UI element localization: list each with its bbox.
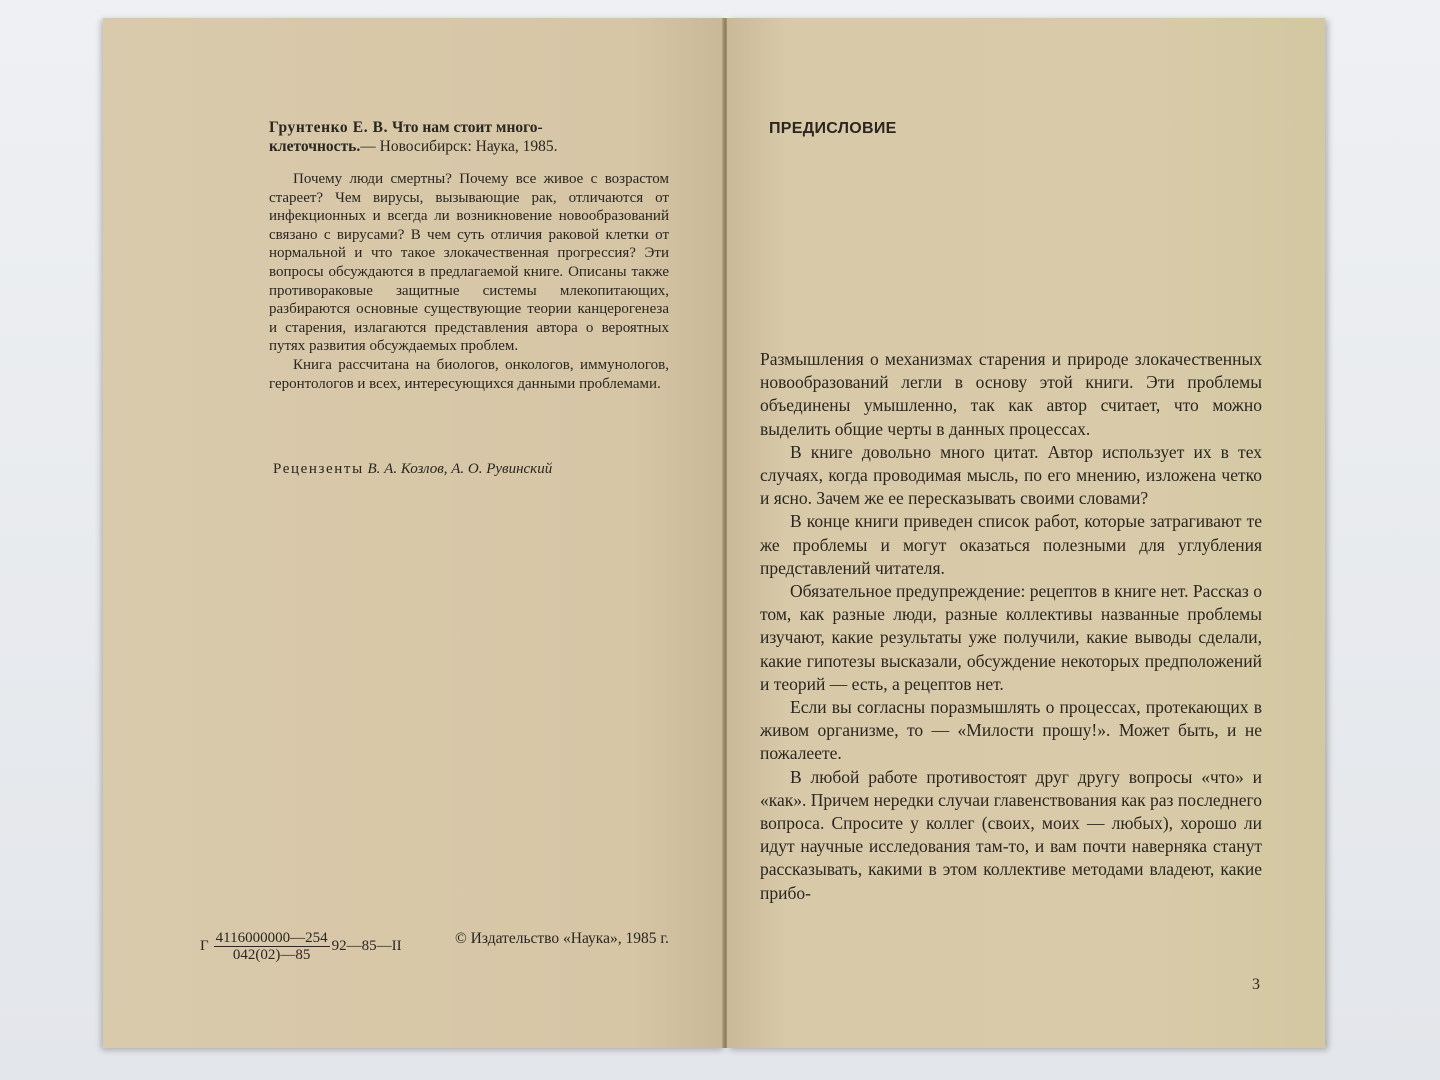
preface-body bbox=[760, 348, 1262, 905]
preface-paragraph: В книге довольно много цитат. Автор использует их в тех случаях, когда проводимая мысль, по его мнению, изложена четко и ясно. Зачем же ее пересказывать своими словами? bbox=[760, 441, 1262, 509]
reviewers-names: В. А. Козлов, А. О. Рувинский bbox=[367, 461, 553, 477]
index-fraction bbox=[214, 930, 330, 963]
bibliographic-entry bbox=[269, 118, 669, 156]
abstract-paragraph: Книга рассчитана на биологов, онкологов, иммунологов, геронтологов и всех, интересующихся данными проблемами. bbox=[269, 356, 669, 392]
biblio-imprint: — Новосибирск: Наука, 1985. bbox=[360, 138, 558, 155]
preface-paragraph: Размышления о механизмах старения и природе злокачественных новообразований легли в основу этой книги. Эти проблемы объединены умышленно, так как автор считает, что можно выделить общие черты в данных процессах. bbox=[760, 349, 1262, 439]
abstract bbox=[269, 170, 669, 393]
reviewers-label: Рецензенты bbox=[273, 461, 364, 477]
preface-paragraph: Если вы согласны поразмышлять о процессах, протекающих в живом организме, то — «Милости прошу!». Может быть, и не пожалеете. bbox=[760, 697, 1262, 764]
abstract-paragraph: Почему люди смертны? Почему все живое с возрастом стареет? Чем вирусы, вызывающие рак, отличаются от инфекционных и всегда ли возникновение новообразований связано с вирусами? В чем суть отличия раковой клетки от нормальной и что такое злокачественная прогрессия? Эти вопросы обсуждаются в предлагаемой книге. Описаны также противораковые защитные системы млекопитающих, разбираются основные существующие теории канцерогенеза и старения, излагаются представления автора о вероятных путях развития обсуждаемых проблем. bbox=[269, 171, 669, 355]
index-numerator: 4116000000—254 bbox=[215, 930, 328, 946]
preface-paragraph: В конце книги приведен список работ, которые затрагивают те же проблемы и могут оказаться полезными для углубления представлений читателя. bbox=[760, 511, 1262, 578]
index-suffix: 92—85—II bbox=[331, 938, 402, 954]
publication-index bbox=[200, 930, 402, 963]
section-heading: ПРЕДИСЛОВИЕ bbox=[769, 120, 897, 137]
biblio-author: Грунтенко Е. В. bbox=[269, 119, 389, 136]
reviewers-line bbox=[273, 461, 693, 478]
copyright-notice: © Издательство «Наука», 1985 г. bbox=[455, 930, 669, 947]
page-number: 3 bbox=[1252, 976, 1260, 993]
biblio-title: Что нам стоит много- bbox=[391, 119, 543, 136]
right-page bbox=[727, 18, 1325, 1048]
preface-paragraph: Обязательное предупреждение: рецептов в книге нет. Рассказ о том, как разные люди, разные коллективы названные проблемы изучают, какие результаты уже получили, какие выводы сделали, какие гипотезы высказали, обсуждение некоторых предположений и теорий — есть, а рецептов нет. bbox=[760, 581, 1262, 694]
biblio-title-continued: клеточность. bbox=[269, 138, 361, 155]
index-denominator: 042(02)—85 bbox=[232, 947, 311, 963]
index-letter: Г bbox=[200, 938, 209, 954]
preface-paragraph: В любой работе противостоят друг другу вопросы «что» и «как». Причем нередки случаи главенствования как раз последнего вопроса. Спросите у коллег (своих, моих — любых), хорошо ли идут научные исследования там-то, и вам почти наверняка станут рассказывать, какими в этом коллективе методами владеют, какие прибо- bbox=[760, 766, 1262, 903]
left-page bbox=[103, 18, 725, 1048]
